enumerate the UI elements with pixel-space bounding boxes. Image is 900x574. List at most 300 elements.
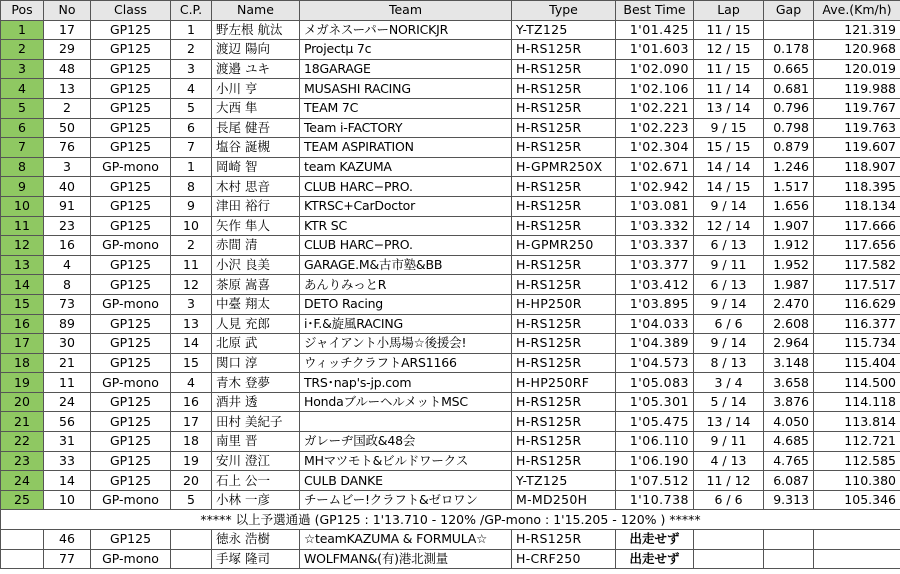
table-row <box>1 451 900 471</box>
class-cell: GP125 <box>91 177 171 197</box>
gap-cell: 9.313 <box>764 490 814 510</box>
table-row <box>1 490 900 510</box>
type-cell: H-CRF250 <box>512 549 616 569</box>
lap-cell: 13 / 14 <box>694 98 764 118</box>
class-cell: GP125 <box>91 196 171 216</box>
team-cell: GARAGE.M&古市塾&BB <box>300 255 512 275</box>
team-cell: Team i-FACTORY <box>300 118 512 138</box>
name-cell: 野左根 航汰 <box>212 20 300 40</box>
header-lap: Lap <box>694 1 764 21</box>
lap-cell: 11 / 15 <box>694 20 764 40</box>
lap-cell: 13 / 14 <box>694 412 764 432</box>
best-time-cell: 1'05.083 <box>616 373 694 393</box>
gap-cell <box>764 20 814 40</box>
name-cell: 安川 澄江 <box>212 451 300 471</box>
gap-cell: 2.470 <box>764 294 814 314</box>
lap-cell: 12 / 15 <box>694 40 764 60</box>
best-time-cell: 1'02.942 <box>616 177 694 197</box>
table-row <box>1 334 900 354</box>
no-cell: 2 <box>44 98 91 118</box>
speed-cell: 117.666 <box>814 216 900 236</box>
no-cell: 24 <box>44 392 91 412</box>
gap-cell: 2.964 <box>764 334 814 354</box>
pos-cell: 25 <box>1 490 44 510</box>
table-row <box>1 157 900 177</box>
no-cell: 8 <box>44 275 91 295</box>
name-cell: 渡辺 陽向 <box>212 40 300 60</box>
name-cell: 手塚 隆司 <box>212 549 300 569</box>
best-time-cell: 1'01.603 <box>616 40 694 60</box>
gap-cell: 6.087 <box>764 471 814 491</box>
type-cell: H-RS125R <box>512 79 616 99</box>
header-class: Class <box>91 1 171 21</box>
pos-cell: 4 <box>1 79 44 99</box>
gap-cell: 1.246 <box>764 157 814 177</box>
lap-cell: 4 / 13 <box>694 451 764 471</box>
type-cell: H-RS125R <box>512 177 616 197</box>
type-cell: H-RS125R <box>512 451 616 471</box>
cp-cell: 1 <box>171 20 212 40</box>
qualifying-note-row <box>1 510 900 530</box>
team-cell <box>300 412 512 432</box>
no-cell: 23 <box>44 216 91 236</box>
best-time-cell: 1'02.221 <box>616 98 694 118</box>
class-cell: GP-mono <box>91 373 171 393</box>
speed-cell: 119.767 <box>814 98 900 118</box>
class-cell: GP125 <box>91 412 171 432</box>
lap-cell: 11 / 15 <box>694 59 764 79</box>
lap-cell: 12 / 14 <box>694 216 764 236</box>
pos-cell: 14 <box>1 275 44 295</box>
team-cell: HondaブルーヘルメットMSC <box>300 392 512 412</box>
table-row <box>1 79 900 99</box>
pos-cell <box>1 530 44 550</box>
header-cp: C.P. <box>171 1 212 21</box>
speed-cell: 112.585 <box>814 451 900 471</box>
lap-cell: 9 / 15 <box>694 118 764 138</box>
type-cell: H-RS125R <box>512 216 616 236</box>
table-row <box>1 392 900 412</box>
class-cell: GP125 <box>91 59 171 79</box>
lap-cell: 6 / 6 <box>694 490 764 510</box>
header-best-time: Best Time <box>616 1 694 21</box>
no-cell: 56 <box>44 412 91 432</box>
cp-cell: 3 <box>171 59 212 79</box>
pos-cell: 3 <box>1 59 44 79</box>
best-time-cell: 1'02.090 <box>616 59 694 79</box>
did-not-start-cell: 出走せず <box>616 530 694 550</box>
pos-cell: 9 <box>1 177 44 197</box>
name-cell: 渡邉 ユキ <box>212 59 300 79</box>
type-cell: H-RS125R <box>512 530 616 550</box>
gap-cell: 3.658 <box>764 373 814 393</box>
table-row <box>1 98 900 118</box>
name-cell: 徳永 浩樹 <box>212 530 300 550</box>
best-time-cell: 1'06.110 <box>616 432 694 452</box>
class-cell: GP-mono <box>91 549 171 569</box>
team-cell: MUSASHI RACING <box>300 79 512 99</box>
table-row <box>1 20 900 40</box>
speed-cell: 120.968 <box>814 40 900 60</box>
pos-cell: 5 <box>1 98 44 118</box>
pos-cell: 15 <box>1 294 44 314</box>
best-time-cell: 1'03.337 <box>616 236 694 256</box>
type-cell: M-MD250H <box>512 490 616 510</box>
header-name: Name <box>212 1 300 21</box>
gap-cell: 1.952 <box>764 255 814 275</box>
lap-cell: 14 / 14 <box>694 157 764 177</box>
speed-cell <box>814 549 900 569</box>
best-time-cell: 1'06.190 <box>616 451 694 471</box>
type-cell: H-GPMR250X <box>512 157 616 177</box>
cp-cell <box>171 549 212 569</box>
lap-cell: 11 / 14 <box>694 79 764 99</box>
dns-row <box>1 530 900 550</box>
type-cell: Y-TZ125 <box>512 20 616 40</box>
class-cell: GP125 <box>91 98 171 118</box>
lap-cell <box>694 549 764 569</box>
lap-cell: 5 / 14 <box>694 392 764 412</box>
cp-cell: 5 <box>171 98 212 118</box>
gap-cell: 0.879 <box>764 138 814 158</box>
table-row <box>1 59 900 79</box>
name-cell: 長尾 健吾 <box>212 118 300 138</box>
table-row <box>1 40 900 60</box>
type-cell: H-HP250R <box>512 294 616 314</box>
gap-cell: 2.608 <box>764 314 814 334</box>
name-cell: 大西 隼 <box>212 98 300 118</box>
table-row <box>1 373 900 393</box>
table-row <box>1 432 900 452</box>
pos-cell: 12 <box>1 236 44 256</box>
speed-cell: 114.118 <box>814 392 900 412</box>
header-type: Type <box>512 1 616 21</box>
speed-cell <box>814 530 900 550</box>
name-cell: 津田 裕行 <box>212 196 300 216</box>
team-cell: TEAM ASPIRATION <box>300 138 512 158</box>
did-not-start-body <box>1 530 900 569</box>
name-cell: 矢作 隼人 <box>212 216 300 236</box>
results-body <box>1 20 900 510</box>
lap-cell: 11 / 12 <box>694 471 764 491</box>
table-row <box>1 412 900 432</box>
no-cell: 3 <box>44 157 91 177</box>
gap-cell <box>764 549 814 569</box>
table-row <box>1 294 900 314</box>
table-row <box>1 255 900 275</box>
class-cell: GP125 <box>91 40 171 60</box>
table-row <box>1 353 900 373</box>
type-cell: H-RS125R <box>512 118 616 138</box>
speed-cell: 120.019 <box>814 59 900 79</box>
name-cell: 小川 亨 <box>212 79 300 99</box>
team-cell: ウィッチクラフトARS1166 <box>300 353 512 373</box>
pos-cell: 16 <box>1 314 44 334</box>
cp-cell: 4 <box>171 373 212 393</box>
team-cell: WOLFMAN&(有)港北測量 <box>300 549 512 569</box>
table-row <box>1 177 900 197</box>
type-cell: H-RS125R <box>512 196 616 216</box>
name-cell: 小林 一彦 <box>212 490 300 510</box>
best-time-cell: 1'01.425 <box>616 20 694 40</box>
cp-cell: 16 <box>171 392 212 412</box>
name-cell: 人見 充郎 <box>212 314 300 334</box>
header-gap: Gap <box>764 1 814 21</box>
name-cell: 茶原 嵩喜 <box>212 275 300 295</box>
best-time-cell: 1'03.081 <box>616 196 694 216</box>
cp-cell: 19 <box>171 451 212 471</box>
name-cell: 岡崎 智 <box>212 157 300 177</box>
lap-cell: 9 / 14 <box>694 294 764 314</box>
cp-cell: 20 <box>171 471 212 491</box>
no-cell: 11 <box>44 373 91 393</box>
cp-cell: 14 <box>171 334 212 354</box>
team-cell: TRS･nap's-jp.com <box>300 373 512 393</box>
gap-cell: 4.050 <box>764 412 814 432</box>
gap-cell: 0.681 <box>764 79 814 99</box>
lap-cell: 6 / 13 <box>694 275 764 295</box>
class-cell: GP125 <box>91 432 171 452</box>
class-cell: GP-mono <box>91 294 171 314</box>
table-row <box>1 216 900 236</box>
team-cell: CLUB HARC−PRO. <box>300 236 512 256</box>
speed-cell: 118.395 <box>814 177 900 197</box>
pos-cell: 24 <box>1 471 44 491</box>
team-cell: i･F.&旋風RACING <box>300 314 512 334</box>
no-cell: 10 <box>44 490 91 510</box>
pos-cell: 1 <box>1 20 44 40</box>
no-cell: 77 <box>44 549 91 569</box>
gap-cell: 1.987 <box>764 275 814 295</box>
class-cell: GP125 <box>91 392 171 412</box>
speed-cell: 114.500 <box>814 373 900 393</box>
name-cell: 木村 思音 <box>212 177 300 197</box>
best-time-cell: 1'05.475 <box>616 412 694 432</box>
pos-cell: 22 <box>1 432 44 452</box>
cp-cell: 11 <box>171 255 212 275</box>
no-cell: 73 <box>44 294 91 314</box>
team-cell: CLUB HARC−PRO. <box>300 177 512 197</box>
no-cell: 91 <box>44 196 91 216</box>
table-row <box>1 196 900 216</box>
speed-cell: 118.134 <box>814 196 900 216</box>
team-cell: あんりみっとR <box>300 275 512 295</box>
no-cell: 40 <box>44 177 91 197</box>
header-team: Team <box>300 1 512 21</box>
gap-cell: 4.765 <box>764 451 814 471</box>
name-cell: 石上 公一 <box>212 471 300 491</box>
gap-cell: 1.656 <box>764 196 814 216</box>
lap-cell: 9 / 14 <box>694 196 764 216</box>
best-time-cell: 1'02.671 <box>616 157 694 177</box>
name-cell: 北原 武 <box>212 334 300 354</box>
no-cell: 14 <box>44 471 91 491</box>
no-cell: 50 <box>44 118 91 138</box>
class-cell: GP125 <box>91 451 171 471</box>
best-time-cell: 1'07.512 <box>616 471 694 491</box>
pos-cell: 6 <box>1 118 44 138</box>
name-cell: 酒井 透 <box>212 392 300 412</box>
pos-cell: 7 <box>1 138 44 158</box>
type-cell: H-RS125R <box>512 59 616 79</box>
best-time-cell: 1'02.106 <box>616 79 694 99</box>
gap-cell: 0.798 <box>764 118 814 138</box>
dns-row <box>1 549 900 569</box>
team-cell: ガレーヂ国政&48会 <box>300 432 512 452</box>
cp-cell: 10 <box>171 216 212 236</box>
speed-cell: 115.734 <box>814 334 900 354</box>
lap-cell: 8 / 13 <box>694 353 764 373</box>
type-cell: H-RS125R <box>512 255 616 275</box>
qualifying-note: ***** 以上予選通過 (GP125 : 1'13.710 - 120% /GP-mono : 1'15.205 - 120% ) ***** <box>1 510 900 530</box>
pos-cell: 19 <box>1 373 44 393</box>
cp-cell: 2 <box>171 236 212 256</box>
class-cell: GP125 <box>91 334 171 354</box>
name-cell: 青木 登夢 <box>212 373 300 393</box>
cp-cell: 12 <box>171 275 212 295</box>
name-cell: 塩谷 誕槻 <box>212 138 300 158</box>
name-cell: 小沢 良美 <box>212 255 300 275</box>
header-speed: Ave.(Km/h) <box>814 1 900 21</box>
no-cell: 48 <box>44 59 91 79</box>
speed-cell: 117.517 <box>814 275 900 295</box>
header-no: No <box>44 1 91 21</box>
class-cell: GP125 <box>91 255 171 275</box>
no-cell: 16 <box>44 236 91 256</box>
team-cell: チームビー!クラフト&ゼロワン <box>300 490 512 510</box>
pos-cell: 17 <box>1 334 44 354</box>
speed-cell: 119.988 <box>814 79 900 99</box>
table-row <box>1 314 900 334</box>
lap-cell: 9 / 11 <box>694 432 764 452</box>
name-cell: 赤間 清 <box>212 236 300 256</box>
class-cell: GP125 <box>91 530 171 550</box>
class-cell: GP125 <box>91 138 171 158</box>
best-time-cell: 1'10.738 <box>616 490 694 510</box>
table-row <box>1 138 900 158</box>
gap-cell: 1.517 <box>764 177 814 197</box>
lap-cell: 6 / 13 <box>694 236 764 256</box>
type-cell: H-RS125R <box>512 275 616 295</box>
team-cell: 18GARAGE <box>300 59 512 79</box>
pos-cell: 10 <box>1 196 44 216</box>
best-time-cell: 1'04.573 <box>616 353 694 373</box>
best-time-cell: 1'04.033 <box>616 314 694 334</box>
pos-cell: 18 <box>1 353 44 373</box>
team-cell: team KAZUMA <box>300 157 512 177</box>
table-row <box>1 118 900 138</box>
type-cell: H-RS125R <box>512 98 616 118</box>
class-cell: GP-mono <box>91 157 171 177</box>
cp-cell <box>171 530 212 550</box>
header-pos: Pos <box>1 1 44 21</box>
best-time-cell: 1'04.389 <box>616 334 694 354</box>
type-cell: H-RS125R <box>512 432 616 452</box>
table-row <box>1 236 900 256</box>
cp-cell: 15 <box>171 353 212 373</box>
class-cell: GP125 <box>91 314 171 334</box>
speed-cell: 113.814 <box>814 412 900 432</box>
no-cell: 31 <box>44 432 91 452</box>
lap-cell: 6 / 6 <box>694 314 764 334</box>
class-cell: GP125 <box>91 216 171 236</box>
pos-cell: 21 <box>1 412 44 432</box>
name-cell: 南里 晋 <box>212 432 300 452</box>
no-cell: 89 <box>44 314 91 334</box>
gap-cell: 0.665 <box>764 59 814 79</box>
name-cell: 関口 淳 <box>212 353 300 373</box>
type-cell: H-RS125R <box>512 353 616 373</box>
did-not-start-cell: 出走せず <box>616 549 694 569</box>
speed-cell: 110.380 <box>814 471 900 491</box>
pos-cell: 20 <box>1 392 44 412</box>
speed-cell: 105.346 <box>814 490 900 510</box>
class-cell: GP-mono <box>91 236 171 256</box>
gap-cell: 1.907 <box>764 216 814 236</box>
no-cell: 30 <box>44 334 91 354</box>
class-cell: GP125 <box>91 275 171 295</box>
speed-cell: 116.629 <box>814 294 900 314</box>
type-cell: H-RS125R <box>512 138 616 158</box>
gap-cell: 3.876 <box>764 392 814 412</box>
speed-cell: 117.656 <box>814 236 900 256</box>
team-cell: TEAM 7C <box>300 98 512 118</box>
pos-cell <box>1 549 44 569</box>
cp-cell: 6 <box>171 118 212 138</box>
type-cell: H-RS125R <box>512 40 616 60</box>
no-cell: 76 <box>44 138 91 158</box>
best-time-cell: 1'03.412 <box>616 275 694 295</box>
class-cell: GP-mono <box>91 490 171 510</box>
cp-cell: 18 <box>171 432 212 452</box>
gap-cell <box>764 530 814 550</box>
cp-cell: 2 <box>171 40 212 60</box>
cp-cell: 4 <box>171 79 212 99</box>
gap-cell: 1.912 <box>764 236 814 256</box>
no-cell: 21 <box>44 353 91 373</box>
type-cell: H-RS125R <box>512 392 616 412</box>
pos-cell: 11 <box>1 216 44 236</box>
pos-cell: 2 <box>1 40 44 60</box>
cp-cell: 7 <box>171 138 212 158</box>
best-time-cell: 1'05.301 <box>616 392 694 412</box>
team-cell: KTR SC <box>300 216 512 236</box>
class-cell: GP125 <box>91 353 171 373</box>
type-cell: H-RS125R <box>512 334 616 354</box>
pos-cell: 13 <box>1 255 44 275</box>
team-cell: KTRSC+CarDoctor <box>300 196 512 216</box>
type-cell: H-GPMR250 <box>512 236 616 256</box>
team-cell: CULB DANKE <box>300 471 512 491</box>
speed-cell: 112.721 <box>814 432 900 452</box>
speed-cell: 121.319 <box>814 20 900 40</box>
gap-cell: 4.685 <box>764 432 814 452</box>
team-cell: ☆teamKAZUMA & FORMULA☆ <box>300 530 512 550</box>
table-row <box>1 471 900 491</box>
type-cell: H-HP250RF <box>512 373 616 393</box>
no-cell: 46 <box>44 530 91 550</box>
name-cell: 中臺 翔太 <box>212 294 300 314</box>
speed-cell: 115.404 <box>814 353 900 373</box>
best-time-cell: 1'03.895 <box>616 294 694 314</box>
no-cell: 33 <box>44 451 91 471</box>
type-cell: H-RS125R <box>512 314 616 334</box>
lap-cell: 9 / 14 <box>694 334 764 354</box>
team-cell: Projectμ 7c <box>300 40 512 60</box>
cp-cell: 5 <box>171 490 212 510</box>
best-time-cell: 1'02.223 <box>616 118 694 138</box>
lap-cell: 14 / 15 <box>694 177 764 197</box>
